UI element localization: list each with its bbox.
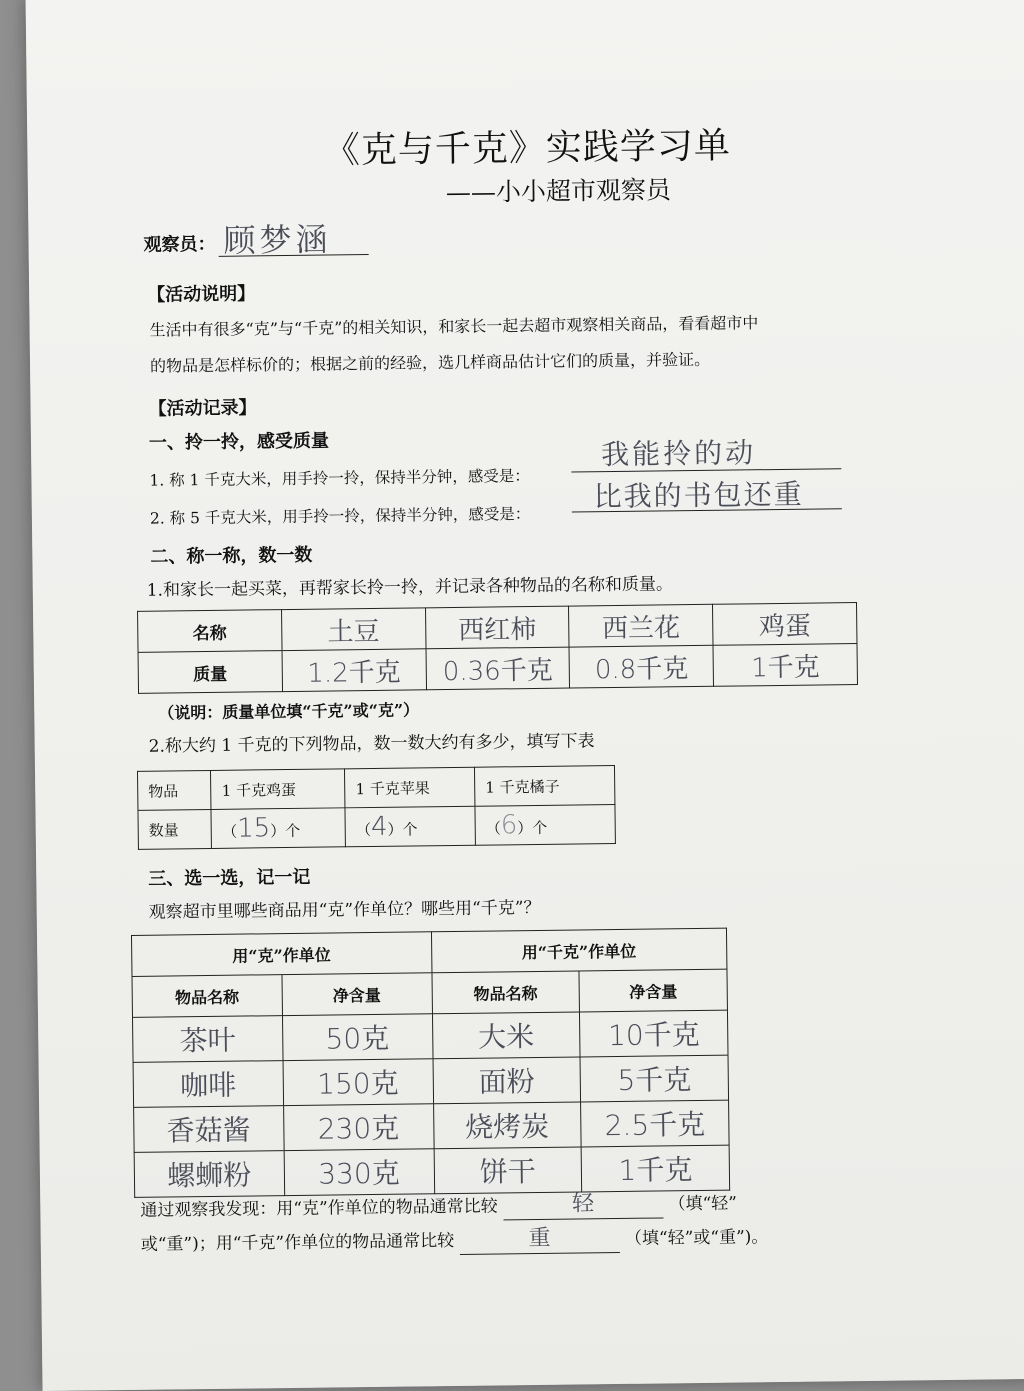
handwritten-entry: 螺蛳粉	[167, 1158, 252, 1193]
table-row	[133, 1010, 729, 1062]
table-cell	[281, 608, 425, 651]
part2-heading: 二、称一称，数一数	[150, 544, 313, 568]
table-row	[134, 1100, 730, 1152]
handwritten-entry: 大米	[477, 1020, 535, 1054]
column-header-name: 物品名称	[132, 975, 282, 1018]
handwritten-entry: 饼干	[479, 1155, 536, 1189]
table-cell	[580, 1055, 728, 1102]
unit-note: （说明：质量单位填“千克”或“克”）	[158, 700, 420, 723]
table-cell	[282, 1014, 432, 1061]
table-row	[138, 644, 857, 694]
page-title: 《克与千克》实践学习单	[323, 125, 732, 172]
table-header-weight: 质量	[138, 651, 282, 694]
part1-question1: 1. 称 1 千克大米，用手拎一拎，保持半分钟，感受是：	[149, 467, 530, 490]
weight-record-table	[137, 602, 858, 694]
handwritten-entry: 230克	[317, 1111, 400, 1146]
conclusion-blank2	[459, 1225, 619, 1255]
table-cell	[134, 1106, 284, 1153]
handwritten-entry: 西红柿	[458, 614, 537, 646]
handwritten-entry: 鸡蛋	[758, 611, 812, 642]
conclusion-text-b: （填“轻”	[668, 1193, 738, 1215]
handwritten-entry: 烧烤炭	[464, 1109, 550, 1144]
activity-desc-heading: 【活动说明】	[147, 283, 256, 306]
conclusion-answer2-handwritten: 重	[528, 1225, 551, 1252]
table-row	[137, 766, 614, 811]
table-cell	[425, 606, 569, 649]
conclusion-text-c: 或“重”)；用“千克”作单位的物品通常比较	[140, 1231, 455, 1255]
handwritten-entry: 10千克	[607, 1018, 700, 1053]
handwritten-entry: 土豆	[327, 616, 380, 648]
table-cell	[713, 644, 857, 687]
handwritten-entry: 西兰花	[601, 612, 681, 644]
handwritten-entry: 2.5千克	[604, 1107, 706, 1143]
conclusion-blank1	[503, 1190, 663, 1220]
table-cell	[211, 808, 345, 849]
handwritten-entry: 50克	[325, 1021, 390, 1056]
conclusion-text-d: （填“轻”或“重”)。	[624, 1227, 769, 1249]
activity-record-heading: 【活动记录】	[148, 397, 257, 420]
handwritten-entry: 5千克	[617, 1063, 692, 1098]
conclusion-line2	[141, 1219, 769, 1263]
observer-name-handwritten: 顾梦涵	[223, 220, 332, 260]
part1-answer2-handwritten: 比我的书包还重	[593, 477, 804, 514]
handwritten-entry: 0.36千克	[442, 655, 553, 687]
page-subtitle: ——小小超市观察员	[445, 175, 672, 208]
table-cell	[283, 1104, 433, 1151]
group-header-kilogram: 用“千克”作单位	[431, 928, 727, 973]
table-cell	[426, 647, 570, 690]
worksheet-paper	[26, 0, 1024, 1391]
table-row	[133, 1055, 729, 1107]
table-row	[132, 969, 727, 1017]
handwritten-count: 15	[236, 813, 271, 844]
paren-open: （	[355, 821, 372, 840]
table-cell	[133, 1016, 283, 1063]
table-cell	[345, 806, 475, 847]
paren-close: ）个	[387, 820, 418, 839]
column-header-amount: 净含量	[579, 969, 727, 1012]
activity-desc-line1: 生活中有很多“克”与“千克”的相关知识，和家长一起去超市观察相关商品，看看超市中	[149, 313, 759, 340]
part2-question1: 1.和家长一起买菜，再帮家长拎一拎，并记录各种物品的名称和质量。	[146, 574, 674, 601]
column-header-amount: 净含量	[282, 973, 432, 1016]
table-cell	[569, 645, 713, 688]
handwritten-entry: 香菇酱	[166, 1113, 251, 1148]
paren-open: （	[222, 822, 238, 841]
unit-classification-table	[131, 928, 730, 1198]
part1-answer1-handwritten: 我能拎的动	[600, 436, 757, 472]
table-cell	[282, 649, 426, 692]
handwritten-entry: 面粉	[478, 1065, 535, 1099]
paren-close: ）个	[270, 821, 301, 841]
activity-desc-line2: 的物品是怎样标价的；根据之前的经验，选几样商品估计它们的质量，并验证。	[149, 349, 711, 376]
table-cell: 1 千克橘子	[475, 766, 615, 807]
table-header-name: 名称	[138, 610, 282, 653]
part2-question2: 2.称大约 1 千克的下列物品，数一数大约有多少，填写下表	[148, 731, 595, 757]
table-cell: 1 千克苹果	[345, 767, 475, 808]
handwritten-entry: 1.2千克	[307, 657, 401, 689]
paren-open: （	[485, 819, 501, 838]
table-cell	[133, 1061, 283, 1108]
handwritten-entry: 茶叶	[179, 1023, 236, 1058]
handwritten-count: 4	[370, 811, 388, 843]
part1-heading: 一、拎一拎，感受质量	[148, 430, 330, 454]
handwritten-entry: 1千克	[750, 652, 820, 683]
handwritten-entry: 1千克	[618, 1153, 693, 1188]
observer-label: 观察员：	[143, 233, 216, 256]
table-cell: 1 千克鸡蛋	[211, 769, 345, 810]
table-cell	[433, 1057, 581, 1104]
handwritten-entry: 咖啡	[179, 1068, 237, 1103]
handwritten-entry: 150克	[316, 1066, 399, 1101]
table-cell	[569, 604, 713, 647]
table-row	[131, 928, 726, 976]
handwritten-count: 6	[500, 810, 518, 841]
paren-close: ）个	[517, 818, 548, 838]
table-cell	[475, 805, 615, 846]
table-cell	[713, 603, 857, 646]
handwritten-entry: 330克	[318, 1156, 400, 1191]
table-row	[138, 805, 615, 850]
part1-question2: 2. 称 5 千克大米，用手拎一拎，保持半分钟，感受是：	[149, 505, 531, 528]
handwritten-entry: 0.8千克	[594, 653, 689, 685]
table-header-count: 数量	[138, 809, 212, 849]
part3-heading: 三、选一选，记一记	[148, 866, 311, 890]
table-cell	[283, 1059, 433, 1106]
table-cell	[580, 1010, 728, 1057]
table-cell	[433, 1102, 581, 1149]
table-header-item: 物品	[137, 770, 211, 810]
conclusion-text-a: 通过观察我发现：用“克”作单位的物品通常比较	[140, 1196, 498, 1221]
table-cell	[432, 1012, 580, 1059]
column-header-name: 物品名称	[431, 971, 579, 1014]
group-header-gram: 用“克”作单位	[131, 932, 431, 977]
part3-question: 观察超市里哪些商品用“克”作单位？哪些用“千克”？	[148, 897, 541, 923]
count-table	[137, 765, 616, 850]
conclusion-answer1-handwritten: 轻	[571, 1191, 595, 1217]
table-cell	[581, 1100, 729, 1147]
